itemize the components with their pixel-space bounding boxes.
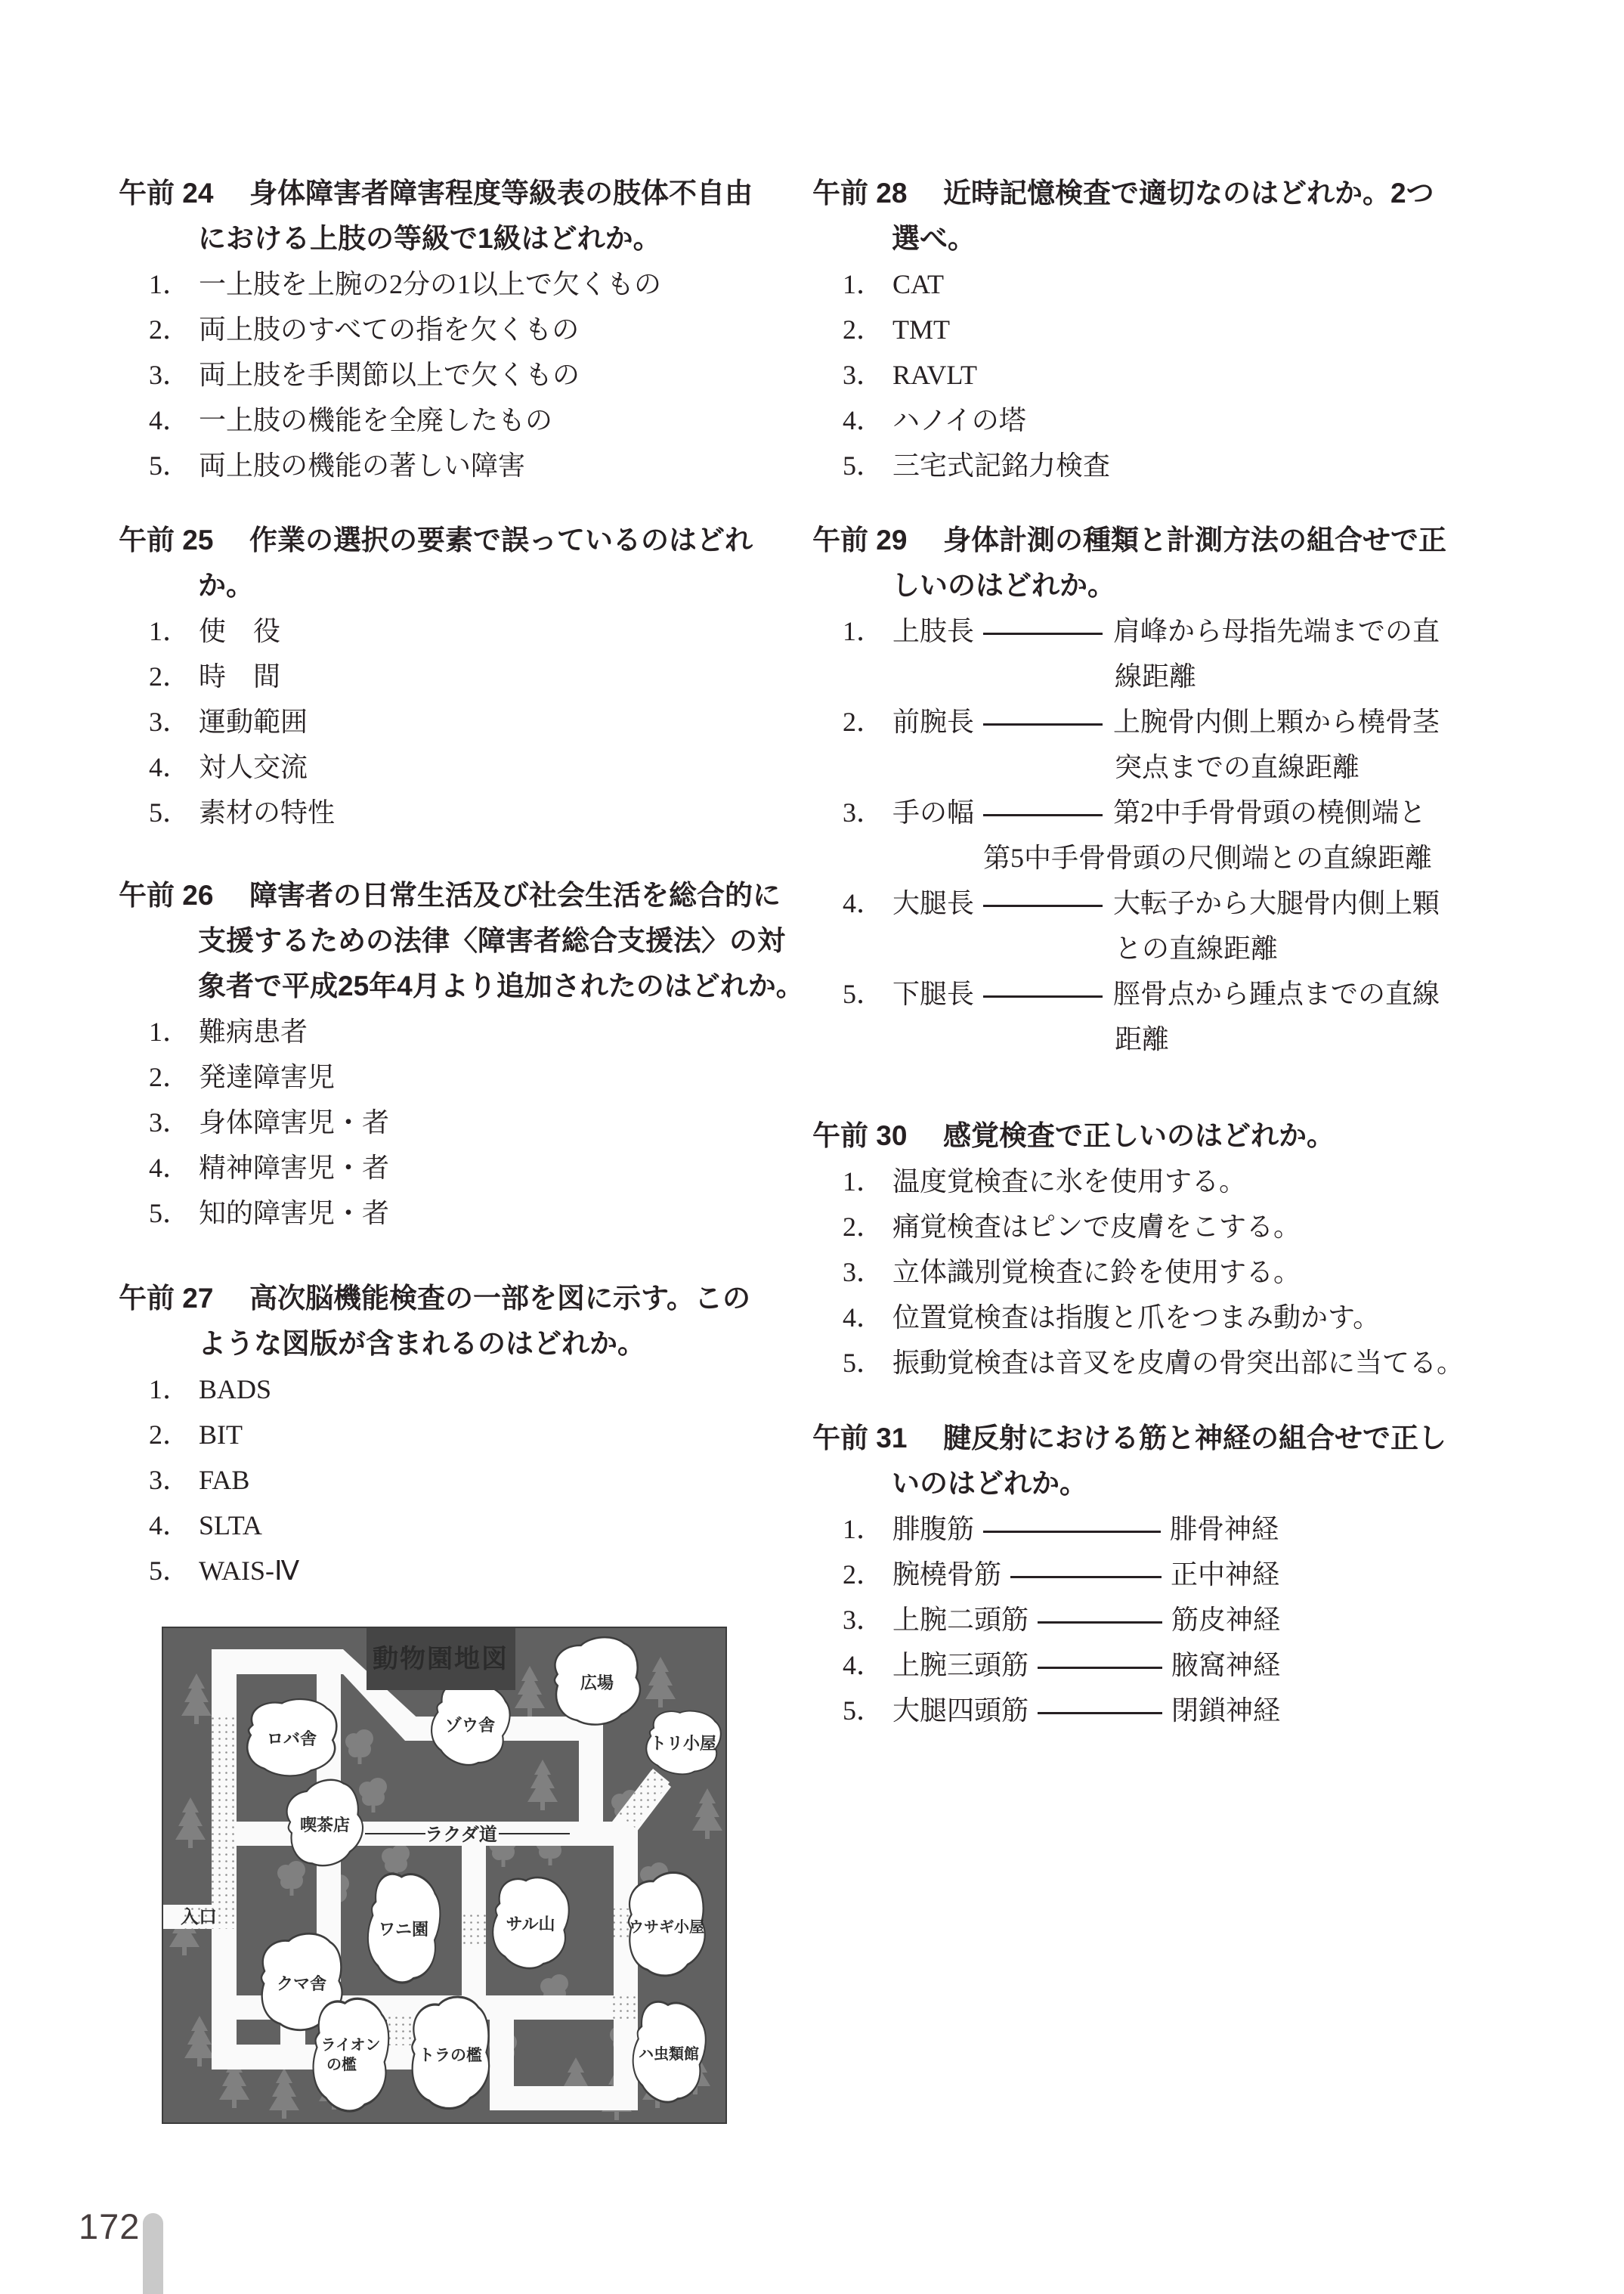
option-number: 4． — [843, 888, 884, 918]
cafe-label: 喫茶店 — [299, 1816, 351, 1834]
option-text: FAB — [199, 1465, 250, 1495]
elephant-house-label: ゾウ舎 — [444, 1716, 496, 1735]
option-text: BADS — [199, 1374, 272, 1404]
option-line — [119, 1009, 814, 1054]
option-line — [812, 1295, 1576, 1340]
monkey-mountain-label: サル山 — [506, 1915, 555, 1933]
option-text: 両上肢を手関節以上で欠くもの — [199, 360, 580, 390]
option-text: ハノイの塔 — [892, 405, 1026, 435]
option-number: 2． — [149, 314, 190, 345]
question-q29 — [812, 518, 1576, 1062]
question-label: 午前 27 — [119, 1283, 214, 1314]
question-header-line — [812, 1461, 1576, 1506]
option-number: 1． — [843, 1514, 884, 1544]
option-number: 4． — [149, 405, 190, 435]
question-header-text: における上肢の等級で1級はどれか。 — [198, 223, 661, 254]
option-number: 4． — [843, 1302, 884, 1333]
nerve-name: 腋窩神経 — [1171, 1650, 1281, 1680]
question-header-text: 高次脳機能検査の一部を図に示す。この — [249, 1283, 751, 1314]
option-line — [119, 790, 814, 835]
option-number: 5． — [843, 979, 884, 1009]
option-text: 精神障害児・者 — [199, 1153, 390, 1183]
question-header-text: いのはどれか。 — [892, 1468, 1087, 1499]
option-line — [812, 608, 1576, 654]
muscle-name: 大腿四頭筋 — [892, 1695, 1029, 1726]
option-line — [119, 1548, 814, 1593]
option-number: 3． — [843, 1257, 884, 1287]
option-dash — [1010, 1576, 1162, 1578]
option-text: 両上肢のすべての指を欠くもの — [199, 314, 580, 345]
plaza-label: 広場 — [580, 1673, 614, 1692]
measure-description: 肩峰から母指先端までの直 — [1113, 616, 1440, 646]
nerve-name: 腓骨神経 — [1170, 1514, 1279, 1544]
option-line — [812, 352, 1576, 398]
option-line — [812, 443, 1576, 488]
option-continuation-line: 線距離 — [1115, 661, 1197, 692]
option-text: 素材の特性 — [199, 797, 336, 828]
question-header-text — [249, 525, 753, 556]
option-number: 4． — [149, 752, 190, 782]
option-number: 1． — [149, 1017, 190, 1047]
option-number: 1． — [843, 1166, 884, 1197]
option-dash — [983, 1531, 1161, 1533]
option-text: 立体識別覚検査に鈴を使用する。 — [892, 1257, 1301, 1287]
option-number: 1． — [149, 269, 190, 299]
option-line — [119, 745, 814, 790]
option-number: 3． — [149, 1465, 190, 1495]
muscle-name: 上腕三頭筋 — [892, 1650, 1029, 1680]
question-label: 午前 26 — [119, 880, 214, 911]
question-header-line — [119, 1276, 814, 1321]
right-column — [812, 0, 1576, 2192]
option-number: 1． — [149, 616, 190, 646]
entrance-label: 入口 — [181, 1907, 217, 1927]
option-number: 2． — [843, 314, 884, 345]
option-dash — [983, 905, 1103, 907]
option-text: 痛覚検査はピンで皮膚をこする。 — [892, 1212, 1301, 1242]
lion-cage-label-line1: ライオン — [320, 2037, 381, 2054]
option-text: 対人交流 — [199, 752, 308, 782]
option-number: 2． — [149, 1419, 190, 1450]
option-text: 位置覚検査は指腹と爪をつまみ動かす。 — [892, 1302, 1381, 1333]
question-header-text: ような図版が含まれるのはどれか。 — [198, 1328, 645, 1359]
option-number: 2． — [149, 661, 190, 692]
question-q25 — [119, 518, 814, 835]
option-number: 4． — [843, 1650, 884, 1680]
option-number: 2． — [843, 707, 884, 737]
option-dash — [983, 995, 1103, 998]
measure-description: 脛骨点から踵点までの直線 — [1113, 979, 1440, 1009]
zoo-map-svg — [162, 1627, 727, 2124]
question-q31 — [812, 1416, 1576, 1733]
option-number: 2． — [843, 1559, 884, 1590]
option-line — [119, 307, 814, 352]
option-text: 温度覚検査に氷を使用する。 — [892, 1166, 1247, 1197]
option-line — [119, 699, 814, 745]
bird-hut-label: トリ小屋 — [649, 1734, 717, 1753]
lion-cage-label-line2: の檻 — [326, 2057, 357, 2073]
question-label: 午前 25 — [119, 525, 214, 556]
page-number: 172 — [79, 2206, 141, 2246]
option-number: 4． — [149, 1510, 190, 1540]
option-line — [812, 1688, 1576, 1733]
option-dash — [1038, 1712, 1162, 1714]
option-text: BIT — [199, 1419, 243, 1450]
option-number: 1． — [843, 616, 884, 646]
question-header-line — [119, 171, 814, 216]
option-line — [119, 1100, 814, 1145]
option-dash — [1038, 1667, 1162, 1669]
tiger-cage-label: トラの檻 — [419, 2047, 482, 2064]
option-line — [812, 1597, 1576, 1642]
header-text-pre: 作業の選択の要素で — [249, 525, 501, 556]
measure-description: 上腕骨内側上顆から橈骨茎 — [1113, 707, 1440, 737]
option-line — [119, 1190, 814, 1236]
question-header-text: 選べ。 — [892, 223, 976, 254]
question-q27 — [119, 1276, 814, 1593]
question-header-line — [119, 216, 814, 262]
option-number: 5． — [843, 1348, 884, 1378]
reptile-house-label: ハ虫類館 — [639, 2046, 699, 2063]
camel-road-label: ラクダ道 — [425, 1825, 497, 1845]
option-line — [812, 881, 1576, 926]
option-text: 一上肢を上腕の2分の1以上で欠くもの — [199, 269, 662, 299]
option-number: 2． — [843, 1212, 884, 1242]
option-line — [812, 699, 1576, 745]
option-number: 5． — [843, 1695, 884, 1726]
option-line — [812, 971, 1576, 1017]
nerve-name: 閉鎖神経 — [1171, 1695, 1281, 1726]
option-number: 3． — [843, 797, 884, 828]
question-label: 午前 24 — [119, 178, 214, 209]
option-line — [119, 262, 814, 307]
measure-description: 第2中手骨骨頭の橈側端と — [1113, 797, 1427, 828]
nerve-name: 正中神経 — [1171, 1559, 1280, 1590]
donkey-house-label: ロバ舎 — [266, 1729, 317, 1748]
option-text: 一上肢の機能を全廃したもの — [199, 405, 553, 435]
option-number: 3． — [149, 360, 190, 390]
question-header-line — [812, 518, 1576, 563]
option-text: 時 間 — [199, 661, 281, 692]
header-text-post: のはどれ — [641, 525, 753, 556]
option-text: RAVLT — [892, 360, 978, 390]
question-label: 午前 31 — [812, 1423, 908, 1453]
option-dash — [1038, 1621, 1162, 1624]
question-header-line — [812, 216, 1576, 262]
rabbit-hut-label: ウサギ小屋 — [629, 1919, 704, 1936]
option-line — [119, 1412, 814, 1457]
option-line — [812, 1552, 1576, 1597]
option-line — [812, 1340, 1576, 1385]
question-header-line — [119, 563, 814, 608]
question-header-text: 障害者の日常生活及び社会生活を総合的に — [249, 880, 781, 911]
option-line — [812, 1642, 1576, 1688]
option-dash — [983, 814, 1103, 816]
question-header-text: しいのはどれか。 — [892, 570, 1115, 601]
question-header-line — [812, 171, 1576, 216]
measure-name: 手の幅 — [892, 797, 975, 828]
option-line — [812, 1506, 1576, 1552]
question-header-line — [812, 1416, 1576, 1461]
question-q30 — [812, 1113, 1576, 1385]
spine-decoration-bar — [143, 2213, 163, 2294]
option-line — [119, 1503, 814, 1548]
option-number: 1． — [149, 1374, 190, 1404]
muscle-name: 腕橈骨筋 — [892, 1559, 1002, 1590]
option-line — [119, 1054, 814, 1100]
option-number: 3． — [149, 1107, 190, 1138]
option-number: 5． — [149, 1556, 190, 1586]
option-dash — [983, 633, 1103, 635]
question-label: 午前 30 — [812, 1120, 908, 1151]
measure-name: 前腕長 — [892, 707, 975, 737]
option-line — [119, 1457, 814, 1503]
question-header-line — [119, 964, 814, 1009]
map-title: 動物園地図 — [373, 1645, 509, 1673]
question-q28 — [812, 171, 1576, 488]
option-line — [812, 790, 1576, 835]
option-continuation-line: 第5中手骨骨頭の尺側端との直線距離 — [983, 843, 1433, 873]
measure-name: 下腿長 — [892, 979, 975, 1009]
question-header-line — [119, 1321, 814, 1367]
option-line — [119, 398, 814, 443]
option-text: CAT — [892, 269, 945, 299]
option-text: 使 役 — [199, 616, 281, 646]
option-text: 身体障害児・者 — [199, 1107, 390, 1138]
question-header-line — [119, 918, 814, 964]
option-number: 1． — [843, 269, 884, 299]
option-text: 発達障害児 — [199, 1062, 336, 1092]
question-header-text: 近時記憶検査で適切なのはどれか。2つ — [943, 178, 1434, 209]
question-header-line — [812, 563, 1576, 608]
option-number: 5． — [149, 1198, 190, 1228]
measure-name: 上肢長 — [892, 616, 975, 646]
option-text: WAIS-Ⅳ — [199, 1556, 300, 1586]
muscle-name: 腓腹筋 — [892, 1514, 975, 1544]
measure-name: 大腿長 — [892, 888, 975, 918]
question-header-line — [812, 1113, 1576, 1159]
option-text: 運動範囲 — [199, 707, 308, 737]
option-line — [119, 654, 814, 699]
question-header-text: 身体計測の種類と計測方法の組合せで正 — [943, 525, 1446, 556]
option-text: 知的障害児・者 — [199, 1198, 390, 1228]
measure-description: 大転子から大腿骨内側上顆 — [1113, 888, 1440, 918]
question-header-line — [119, 518, 814, 563]
option-text: SLTA — [199, 1510, 262, 1540]
option-line — [119, 443, 814, 488]
muscle-name: 上腕二頭筋 — [892, 1605, 1029, 1635]
option-line — [119, 352, 814, 398]
option-dash — [983, 723, 1103, 726]
bear-house-label: クマ舎 — [276, 1974, 327, 1993]
question-header-text: 身体障害者障害程度等級表の肢体不自由 — [249, 178, 753, 209]
option-line — [812, 1159, 1576, 1204]
option-text: 三宅式記銘力検査 — [892, 450, 1111, 481]
option-number: 4． — [843, 405, 884, 435]
option-number: 3． — [843, 1605, 884, 1635]
option-continuation-line: 距離 — [1115, 1024, 1170, 1054]
question-label: 午前 29 — [812, 525, 908, 556]
crocodile-garden-label: ワニ園 — [378, 1920, 429, 1939]
question-header-text: か。 — [198, 570, 254, 601]
option-number: 2． — [149, 1062, 190, 1092]
option-number: 3． — [843, 360, 884, 390]
question-header-text: 腱反射における筋と神経の組合せで正し — [943, 1423, 1446, 1453]
option-line — [119, 1367, 814, 1412]
zoo-map-figure — [162, 1627, 727, 2124]
nerve-name: 筋皮神経 — [1171, 1605, 1281, 1635]
option-text: 両上肢の機能の著しい障害 — [199, 450, 526, 481]
option-continuation-line: との直線距離 — [1115, 933, 1279, 964]
question-header-text: 感覚検査で正しいのはどれか。 — [943, 1120, 1335, 1151]
question-q24 — [119, 171, 814, 488]
option-line — [812, 307, 1576, 352]
option-line — [812, 398, 1576, 443]
option-line — [119, 1145, 814, 1190]
question-label: 午前 28 — [812, 178, 908, 209]
option-line — [812, 262, 1576, 307]
question-q26 — [119, 873, 814, 1236]
question-header-line — [119, 873, 814, 918]
option-number: 4． — [149, 1153, 190, 1183]
option-text: TMT — [892, 314, 950, 345]
question-header-text: 支援するための法律〈障害者総合支援法〉の対 — [198, 925, 785, 956]
option-number: 3． — [149, 707, 190, 737]
header-text-emphasis: 誤っている — [501, 525, 641, 556]
option-line — [812, 1249, 1576, 1295]
option-text: 振動覚検査は音叉を皮膚の骨突出部に当てる。 — [892, 1348, 1465, 1378]
question-header-text: 象者で平成25年4月より追加されたのはどれか。 — [198, 971, 804, 1001]
option-number: 5． — [843, 450, 884, 481]
option-line — [119, 608, 814, 654]
option-line — [812, 1204, 1576, 1249]
option-number: 5． — [149, 797, 190, 828]
option-number: 5． — [149, 450, 190, 481]
option-text: 難病患者 — [199, 1017, 308, 1047]
option-continuation-line: 突点までの直線距離 — [1115, 752, 1360, 782]
